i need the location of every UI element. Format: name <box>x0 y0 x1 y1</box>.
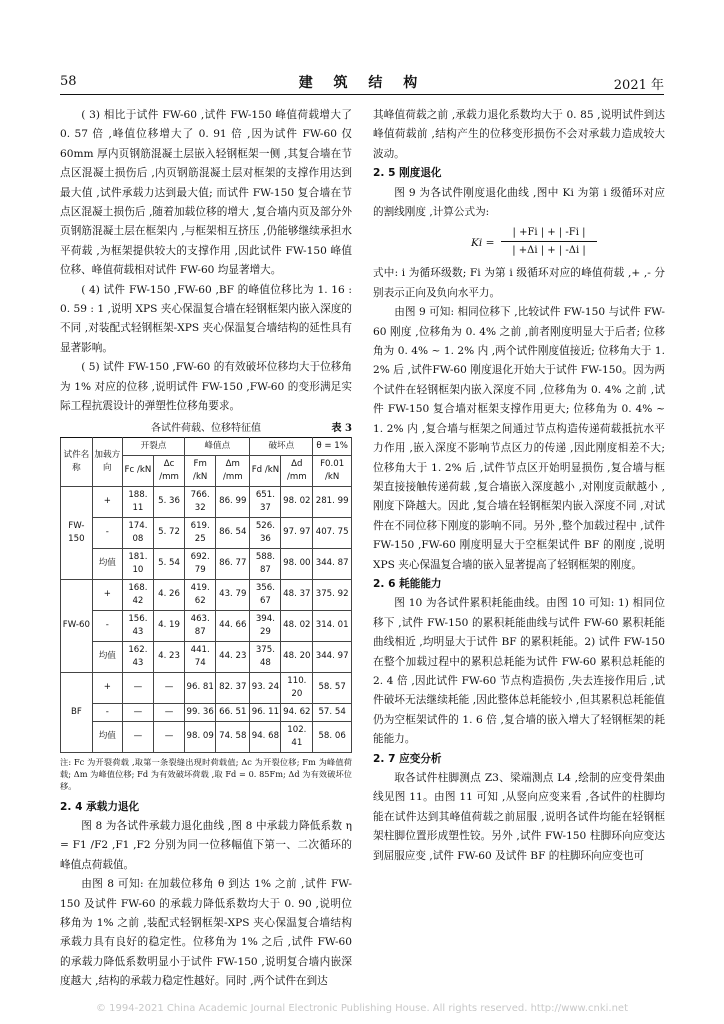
table-cell: 86. 77 <box>216 548 250 579</box>
table-cell: 98. 09 <box>185 721 216 752</box>
table-cell: 344. 97 <box>313 641 352 672</box>
table-header: 破坏点 <box>250 437 313 455</box>
table-header: θ = 1% <box>313 437 352 455</box>
table-cell: + <box>92 579 122 610</box>
table-cell: 619. 25 <box>185 517 216 548</box>
table-header-row <box>61 437 352 455</box>
table-cell: 5. 72 <box>153 517 184 548</box>
table-cell: 102. 41 <box>281 721 313 752</box>
table-row <box>61 548 352 579</box>
table-cell: 均值 <box>92 548 122 579</box>
table-row <box>61 610 352 641</box>
table-cell: — <box>153 703 184 721</box>
table-cell: 375. 48 <box>250 641 281 672</box>
table-cell: 692. 79 <box>185 548 216 579</box>
table-header: Fd /kN <box>250 455 281 486</box>
table-cell: 94. 62 <box>281 703 313 721</box>
table-cell: 407. 75 <box>313 517 352 548</box>
table-cell: 463. 87 <box>185 610 216 641</box>
section-heading: 2. 4 承载力退化 <box>60 800 140 813</box>
stiffness-formula <box>373 224 665 262</box>
table-header: Δd /mm <box>281 455 313 486</box>
table-cell: — <box>122 703 153 721</box>
table-row <box>61 703 352 721</box>
table-cell: 441. 74 <box>185 641 216 672</box>
paragraph: 图 8 为各试件承载力退化曲线 ,图 8 中承载力降低系数 η = F1 /F2 ,F1 ,F2 分别为同一位移幅值下第一、二次循环的峰值点荷载值。 <box>60 819 352 871</box>
table-cell: 188. 11 <box>122 486 153 517</box>
table-caption <box>60 421 352 437</box>
table-cell: - <box>92 610 122 641</box>
load-displacement-table <box>60 437 352 753</box>
paragraph: 取各试件柱脚测点 Z3、梁端测点 L4 ,绘制的应变骨架曲线见图 11。由图 11 可知 ,从竖向应变来看 ,各试件的柱脚均能在试件达到其峰值荷载之前屈服 ,说明各试件均能在轻钢框架柱脚位置形成塑性铰。另外 ,试件 FW-150 柱脚环向应变达到屈服应变 ,试件 FW-60 及试件 BF 的柱脚环向应变也可 <box>373 772 665 862</box>
formula-lhs: Ki = <box>471 237 495 250</box>
table-cell: 58. 06 <box>313 721 352 752</box>
paragraph: 图 9 为各试件刚度退化曲线 ,图中 Ki 为第 i 级循环对应的割线刚度 ,计算公式为: <box>373 186 665 219</box>
table-cell: 526. 36 <box>250 517 281 548</box>
table-cell: 82. 37 <box>216 672 250 703</box>
table-cell: 588. 87 <box>250 548 281 579</box>
formula-denominator: | +Δi | + | -Δi | <box>512 245 586 257</box>
table-cell: 356. 67 <box>250 579 281 610</box>
publication-year: 2021 年 <box>613 78 664 93</box>
table-cell: 48. 20 <box>281 641 313 672</box>
paragraph: ( 3) 相比于试件 FW-60 ,试件 FW-150 峰值荷载增大了 0. 57 倍 ,峰值位移增大了 0. 91 倍 ,因为试件 FW-60 仅 60mm 厚内页钢筋混凝土层嵌入轻钢框架一侧 ,其复合墙在节点区混凝土损伤后 ,内页钢筋混凝土层对框架的支撑作用达到最大值 ,试件承载力达到最大值; 而试件 FW-150 复合墙在节点区混凝土损伤后 ,随着加载位移的增大 ,复合墙内页及部分外页钢筋混凝土层在框架内 ,与框架相互挤压 ,仍能够继续承担水平荷载 ,为框架提供较大的支撑作用 ,因此试件 FW-150 峰值位移、峰值荷载相对试件 FW-60 均显著增大。 <box>60 109 352 277</box>
table-header: Δm /mm <box>216 455 250 486</box>
journal-title: 建 筑 结 构 <box>298 75 426 91</box>
table-cell: 419. 62 <box>185 579 216 610</box>
table-cell: 651. 37 <box>250 486 281 517</box>
table-cell: 4. 23 <box>153 641 184 672</box>
header-rule <box>60 94 664 95</box>
table-header: Δc /mm <box>153 455 184 486</box>
paragraph: 由图 9 可知: 相同位移下 ,比较试件 FW-150 与试件 FW-60 刚度 ,位移角为 0. 4% 之前 ,前者刚度明显大于后者; 位移角为 0. 4% ~ 1. 2% 内 ,两个试件刚度值接近; 位移角大于 1. 2% 后 ,试件FW-60 刚度退化开始大于试件 FW-150。因为两个试件在轻钢框架内嵌入深度不同 ,位移角为 0. 4% 之前 ,试件 FW-150 复合墙对框架支撑作用更大; 位移角为 0. 4% ~ 1. 2% 内 ,复合墙与框架之间通过节点构造传递荷载抵抗水平力作用 ,嵌入深度不影响节点区力的传递 ,因此刚度相差不大; 位移角大于 1. 2% 后 ,试件节点区开始明显损伤 ,复合墙与框架直接接触传递荷载 ,复合墙嵌入深度越小 ,对刚度贡献越小 ,刚度下降越大。因此 ,复合墙在轻钢框架内嵌入深度不同 ,对试件在不同位移下刚度的影响不同。另外 ,整个加载过程中 ,试件 FW-150 ,FW-60 刚度明显大于空框架试件 BF 的刚度 ,说明 XPS 夹心保温复合墙的嵌入显著提高了轻钢框架的刚度。 <box>373 306 665 571</box>
paragraph: ( 5) 试件 FW-150 ,FW-60 的有效破坏位移均大于位移角为 1% 对应的位移 ,说明试件 FW-150 ,FW-60 的变形满足实际工程抗震设计的弹塑性位移角要求。 <box>60 361 352 413</box>
table-title: 各试件荷载、位移特征值 <box>151 422 261 434</box>
table-cell: 98. 02 <box>281 486 313 517</box>
table-row <box>61 517 352 548</box>
table-number: 表 3 <box>331 422 352 434</box>
left-column <box>60 106 352 992</box>
table-cell: — <box>153 672 184 703</box>
table-header: 开裂点 <box>122 437 184 455</box>
table-cell: — <box>122 721 153 752</box>
table-cell: 66. 51 <box>216 703 250 721</box>
table-cell: 281. 99 <box>313 486 352 517</box>
formula-fraction <box>501 224 597 259</box>
table-cell: - <box>92 703 122 721</box>
table-row <box>61 672 352 703</box>
table-cell: 93. 24 <box>250 672 281 703</box>
table-cell: 344. 87 <box>313 548 352 579</box>
specimen-name-cell: FW-60 <box>61 579 93 672</box>
formula-numerator: | +Fi | + | -Fi | <box>501 224 597 242</box>
paragraph: 其峰值荷载之前 ,承载力退化系数均大于 0. 85 ,说明试件到达峰值荷载前 ,结构产生的位移变形损伤不会对承载力造成较大波动。 <box>373 109 665 160</box>
right-column <box>373 106 665 866</box>
table-row <box>61 641 352 672</box>
table-cell: 5. 36 <box>153 486 184 517</box>
table-cell: 43. 79 <box>216 579 250 610</box>
table-cell: 174. 08 <box>122 517 153 548</box>
paragraph: 由图 8 可知: 在加载位移角 θ 到达 1% 之前 ,试件 FW-150 及试件 FW-60 的承载力降低系数均大于 0. 90 ,说明位移角为 1% 之前 ,装配式轻钢框架-XPS 夹心保温复合墙结构承载力具有良好的稳定性。位移角为 1% 之后 ,试件 FW-60 的承载力降低系数明显小于试件 FW-150 ,说明复合墙内嵌深度越大 ,结构的承载力稳定性越好。同时 ,两个试件在到达 <box>60 878 352 988</box>
table-row <box>61 721 352 752</box>
table-cell: 4. 26 <box>153 579 184 610</box>
page-number: 58 <box>60 74 77 89</box>
table-header: 试件名称 <box>61 437 93 486</box>
page-header <box>60 72 664 92</box>
table-cell: 181. 10 <box>122 548 153 579</box>
table-cell: 168. 42 <box>122 579 153 610</box>
table-note: 注: Fc 为开裂荷载 ,取第一条裂缝出现时荷载值; Δc 为开裂位移; Fm 为峰值荷载; Δm 为峰值位移; Fd 为有效破坏荷载 ,取 Fd = 0. 85Fm; Δd 为有效破坏位移。 <box>60 756 352 791</box>
table-cell: 48. 02 <box>281 610 313 641</box>
section-heading: 2. 7 应变分析 <box>373 752 442 765</box>
table-cell: 74. 58 <box>216 721 250 752</box>
table-cell: 44. 66 <box>216 610 250 641</box>
table-cell: 766. 32 <box>185 486 216 517</box>
specimen-name-cell: BF <box>61 672 93 752</box>
table-header: Fm /kN <box>185 455 216 486</box>
table-header: 峰值点 <box>185 437 250 455</box>
table-cell: 375. 92 <box>313 579 352 610</box>
table-cell: 4. 19 <box>153 610 184 641</box>
table-cell: 96. 81 <box>185 672 216 703</box>
section-heading: 2. 5 刚度退化 <box>373 167 442 180</box>
table-cell: 5. 54 <box>153 548 184 579</box>
copyright-watermark: © 1994-2021 China Academic Journal Electronic Publishing House. All rights reserved. http://www.cnki.net <box>96 1003 628 1014</box>
table-cell: 394. 29 <box>250 610 281 641</box>
specimen-name-cell: FW-150 <box>61 486 93 579</box>
paragraph: 图 10 为各试件累积耗能曲线。由图 10 可知: 1) 相同位移下 ,试件 FW-150 的累积耗能曲线与试件 FW-60 累积耗能曲线相近 ,均明显大于试件 BF 的累积耗能。2) 试件 FW-150 在整个加载过程中的累积总耗能为试件 FW-60 累积总耗能的 2. 4 倍 ,因此试件 FW-60 节点构造损伤 ,失去连接作用后 ,试件破坏无法继续耗能 ,因此整体总耗能较小 ,但其累积总耗能值仍为空框架试件的 1. 6 倍 ,复合墙的嵌入增大了轻钢框架的耗能能力。 <box>373 597 665 746</box>
table-cell: + <box>92 486 122 517</box>
table-cell: 97. 97 <box>281 517 313 548</box>
paragraph: 式中: i 为循环级数; Fi 为第 i 级循环对应的峰值荷载 ,+ ,- 分别表示正向及负向水平力。 <box>373 267 665 299</box>
table-cell: — <box>153 721 184 752</box>
table-cell: 86. 54 <box>216 517 250 548</box>
table-cell: + <box>92 672 122 703</box>
table-cell: — <box>122 672 153 703</box>
table-cell: 110. 20 <box>281 672 313 703</box>
table-cell: 58. 57 <box>313 672 352 703</box>
table-row <box>61 579 352 610</box>
table-cell: 均值 <box>92 641 122 672</box>
table-cell: 44. 23 <box>216 641 250 672</box>
table-cell: - <box>92 517 122 548</box>
section-heading: 2. 6 耗能能力 <box>373 577 442 590</box>
table-cell: 98. 00 <box>281 548 313 579</box>
table-cell: 156. 43 <box>122 610 153 641</box>
table-cell: 86. 99 <box>216 486 250 517</box>
table-header: 加载方向 <box>92 437 122 486</box>
table-header: F0.01 /kN <box>313 455 352 486</box>
paragraph: ( 4) 试件 FW-150 ,FW-60 ,BF 的峰值位移比为 1. 16 : 0. 59 : 1 ,说明 XPS 夹心保温复合墙在轻钢框架内嵌入深度的不同 ,对装配式轻钢框架-XPS 夹心保温复合墙结构的延性具有显著影响。 <box>60 283 352 354</box>
table-row <box>61 486 352 517</box>
table-cell: 314. 01 <box>313 610 352 641</box>
table-header: Fc /kN <box>122 455 153 486</box>
table-cell: 57. 54 <box>313 703 352 721</box>
table-cell: 均值 <box>92 721 122 752</box>
table-cell: 48. 37 <box>281 579 313 610</box>
table-cell: 94. 68 <box>250 721 281 752</box>
table-cell: 96. 11 <box>250 703 281 721</box>
table-cell: 99. 36 <box>185 703 216 721</box>
table-cell: 162. 43 <box>122 641 153 672</box>
